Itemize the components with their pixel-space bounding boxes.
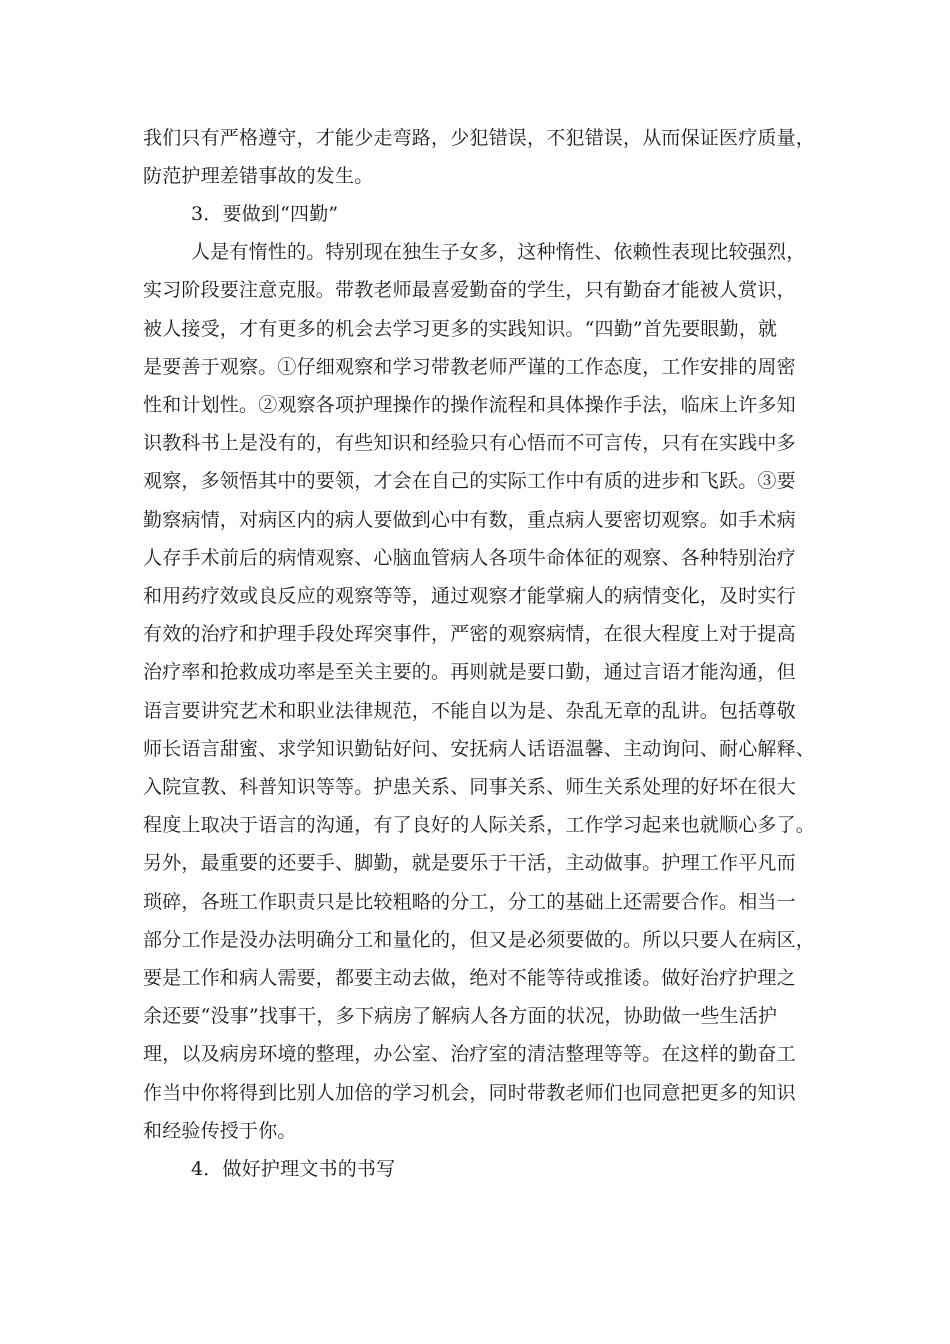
body-text-line: 语言要讲究艺术和职业法律规范，不能自以为是、杂乱无章的乱讲。包括尊敬	[143, 700, 796, 722]
body-text-line: 防范护理差错事故的发生。	[143, 165, 374, 187]
body-text-line: 理，以及病房环境的整理，办公室、治疗室的清洁整理等等。在这样的勤奋工	[143, 1043, 796, 1065]
body-text-line: 作当中你将得到比别人加倍的学习机会，同时带教老师们也同意把更多的知识	[143, 1082, 796, 1104]
body-text-line: 另外，最重要的还要手、脚勤，就是要乐于干活，主动做事。护理工作平凡而	[143, 852, 796, 874]
body-text-line: 治疗率和抢救成功率是至关主要的。再则就是要口勤，通过言语才能沟通，但	[143, 661, 796, 683]
body-text-line: 琐碎，各班工作职责只是比较粗略的分工，分工的基础上还需要合作。相当一	[143, 891, 796, 913]
body-text-line: 识教科书上是没有的，有些知识和经验只有心悟而不可言传，只有在实践中多	[143, 432, 796, 454]
body-text-line: 观察，多领悟其中的要领，才会在自己的实际工作中有质的进步和飞跃。③要	[143, 470, 796, 492]
body-text-line: 要是工作和病人需要，都要主动去做，绝对不能等待或推诿。做好治疗护理之	[143, 967, 796, 989]
body-text-line: 入院宣教、科普知识等等。护患关系、同事关系、师生关系处理的好坏在很大	[143, 776, 796, 798]
body-text-line: 勤察病情，对病区内的病人要做到心中有数，重点病人要密切观察。如手术病	[143, 509, 796, 531]
body-text-line: 余还要“没事”找事干，多下病房了解病人各方面的状况，协助做一些生活护	[143, 1005, 778, 1027]
paragraph-first-line: 人是有惰性的。特别现在独生子女多，这种惰性、依赖性表现比较强烈，	[191, 241, 806, 263]
body-text-line: 和用药疗效或良反应的观察等等，通过观察才能掌痫人的病情变化，及时实行	[143, 585, 796, 607]
section-heading: 4．做好护理文书的书写	[191, 1158, 396, 1180]
body-text-line: 性和计划性。②观察各项护理操作的操作流程和具体操作手法，临床上许多知	[143, 394, 796, 416]
body-text-line: 师长语言甜蜜、求学知识勤钻好问、安抚病人话语温馨、主动询问、耐心解释、	[143, 738, 816, 760]
body-text-line: 是要善于观察。①仔细观察和学习带教老师严谨的工作态度，工作安排的周密	[143, 356, 796, 378]
body-text-line: 和经验传授于你。	[143, 1120, 297, 1142]
body-text-line: 有效的治疗和护理手段处珲突事件，严密的观察病情，在很大程度上对于提高	[143, 623, 796, 645]
body-text-line: 人存手术前后的病情观察、心脑血管病人各项牛命体征的观察、各种特别治疗	[143, 547, 796, 569]
body-text-line: 被人接受，才有更多的机会去学习更多的实践知识。“四勤”首先要眼勤，就	[143, 318, 778, 340]
body-text-line: 部分工作是没办法明确分工和量化的，但又是必须要做的。所以只要人在病区，	[143, 929, 816, 951]
body-text-line: 程度上取决于语言的沟通，有了良好的人际关系，工作学习起来也就顺心多了。	[143, 814, 816, 836]
body-text-line: 实习阶段要注意克服。带教老师最喜爱勤奋的学生，只有勤奋才能被人赏识，	[143, 279, 796, 301]
section-heading: 3．要做到“四勤”	[191, 203, 339, 225]
body-text-line: 我们只有严格遵守，才能少走弯路，少犯错误，不犯错误，从而保证医疗质量，	[143, 127, 816, 149]
